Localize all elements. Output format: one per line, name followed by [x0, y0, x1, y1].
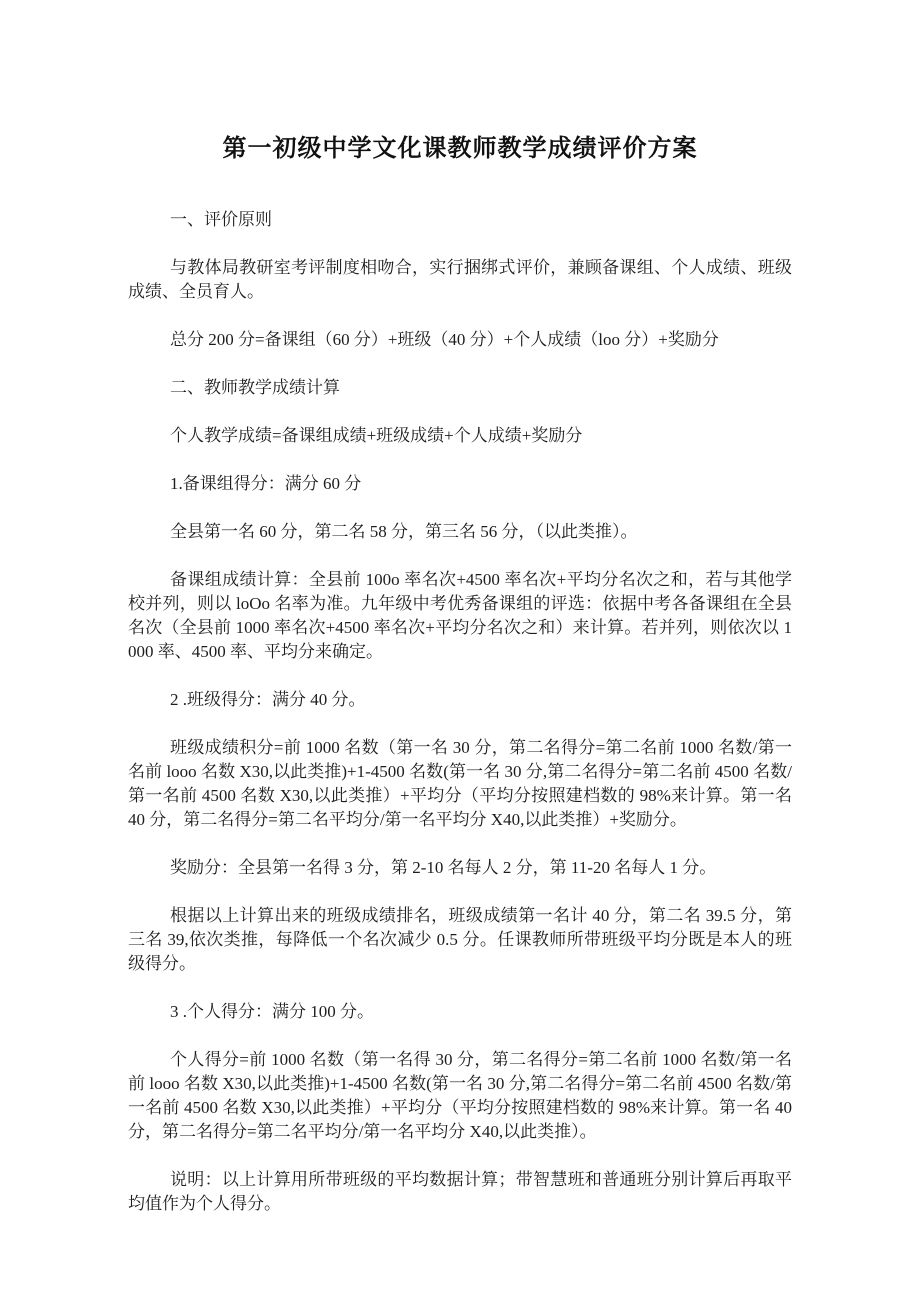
paragraph-note: 说明：以上计算用所带班级的平均数据计算；带智慧班和普通班分别计算后再取平均值作为个人得分。 [128, 1170, 792, 1213]
paragraph-bonus-points-rule: 奖励分：全县第一名得 3 分，第 2-10 名每人 2 分，第 11-20 名每人 1 分。 [170, 858, 717, 877]
paragraph-prep-group-calculation: 备课组成绩计算：全县前 100o 率名次+4500 率名次+平均分名次之和，若与其他学校并列，则以 loOo 名率为准。九年级中考优秀备课组的评选：依据中考各备课组在全县名次（全县前 1000 率名次+4500 率名次+平均分名次之和）来计算。若并列，则依次以 1000 率、4500 率、平均分来确定。 [128, 570, 792, 661]
section-heading-evaluation-principles: 一、评价原则 [170, 210, 272, 229]
paragraph-personal-score-calculation: 个人得分=前 1000 名数（第一名得 30 分，第二名得分=第二名前 1000 名数/第一名前 looo 名数 X30,以此类推)+1-4500 名数(第一名 30 分,第二名得分=第二名前 4500 名数/第一名前 4500 名数 X30,以此类推）+平均分（平均分按照建档数的 98%来计算。第一名 40 分，第二名得分=第二名平均分/第一名平均分 X40,以此类推）。 [128, 1050, 792, 1141]
item-3-personal-score: 3 .个人得分：满分 100 分。 [170, 1002, 374, 1021]
item-2-class-score: 2 .班级得分：满分 40 分。 [170, 690, 366, 709]
document-title: 第一初级中学文化课教师教学成绩评价方案 [222, 135, 698, 162]
section-heading-score-calculation: 二、教师教学成绩计算 [170, 378, 340, 397]
paragraph-county-ranking-scores: 全县第一名 60 分，第二名 58 分，第三名 56 分，（以此类推）。 [170, 522, 638, 541]
paragraph-class-ranking-rule: 根据以上计算出来的班级成绩排名，班级成绩第一名计 40 分，第二名 39.5 分，第三名 39,依次类推，每降低一个名次减少 0.5 分。任课教师所带班级平均分既是本人的班级得分。 [128, 906, 792, 973]
paragraph-class-score-formula: 班级成绩积分=前 1000 名数（第一名 30 分，第二名得分=第二名前 1000 名数/第一名前 looo 名数 X30,以此类推)+1-4500 名数(第一名 30 分,第二名得分=第二名前 4500 名数/第一名前 4500 名数 X30,以此类推）+平均分（平均分按照建档数的 98%来计算。第一名 40 分，第二名得分=第二名平均分/第一名平均分 X40,以此类推）+奖励分。 [128, 738, 792, 829]
paragraph-total-score-formula: 总分 200 分=备课组（60 分）+班级（40 分）+个人成绩（loo 分）+奖励分 [170, 330, 719, 349]
item-1-prep-group-score: 1.备课组得分：满分 60 分 [170, 474, 362, 493]
paragraph-personal-teaching-score-formula: 个人教学成绩=备课组成绩+班级成绩+个人成绩+奖励分 [170, 426, 583, 445]
paragraph-principle-description: 与教体局教研室考评制度相吻合，实行捆绑式评价，兼顾备课组、个人成绩、班级成绩、全员育人。 [128, 258, 792, 301]
